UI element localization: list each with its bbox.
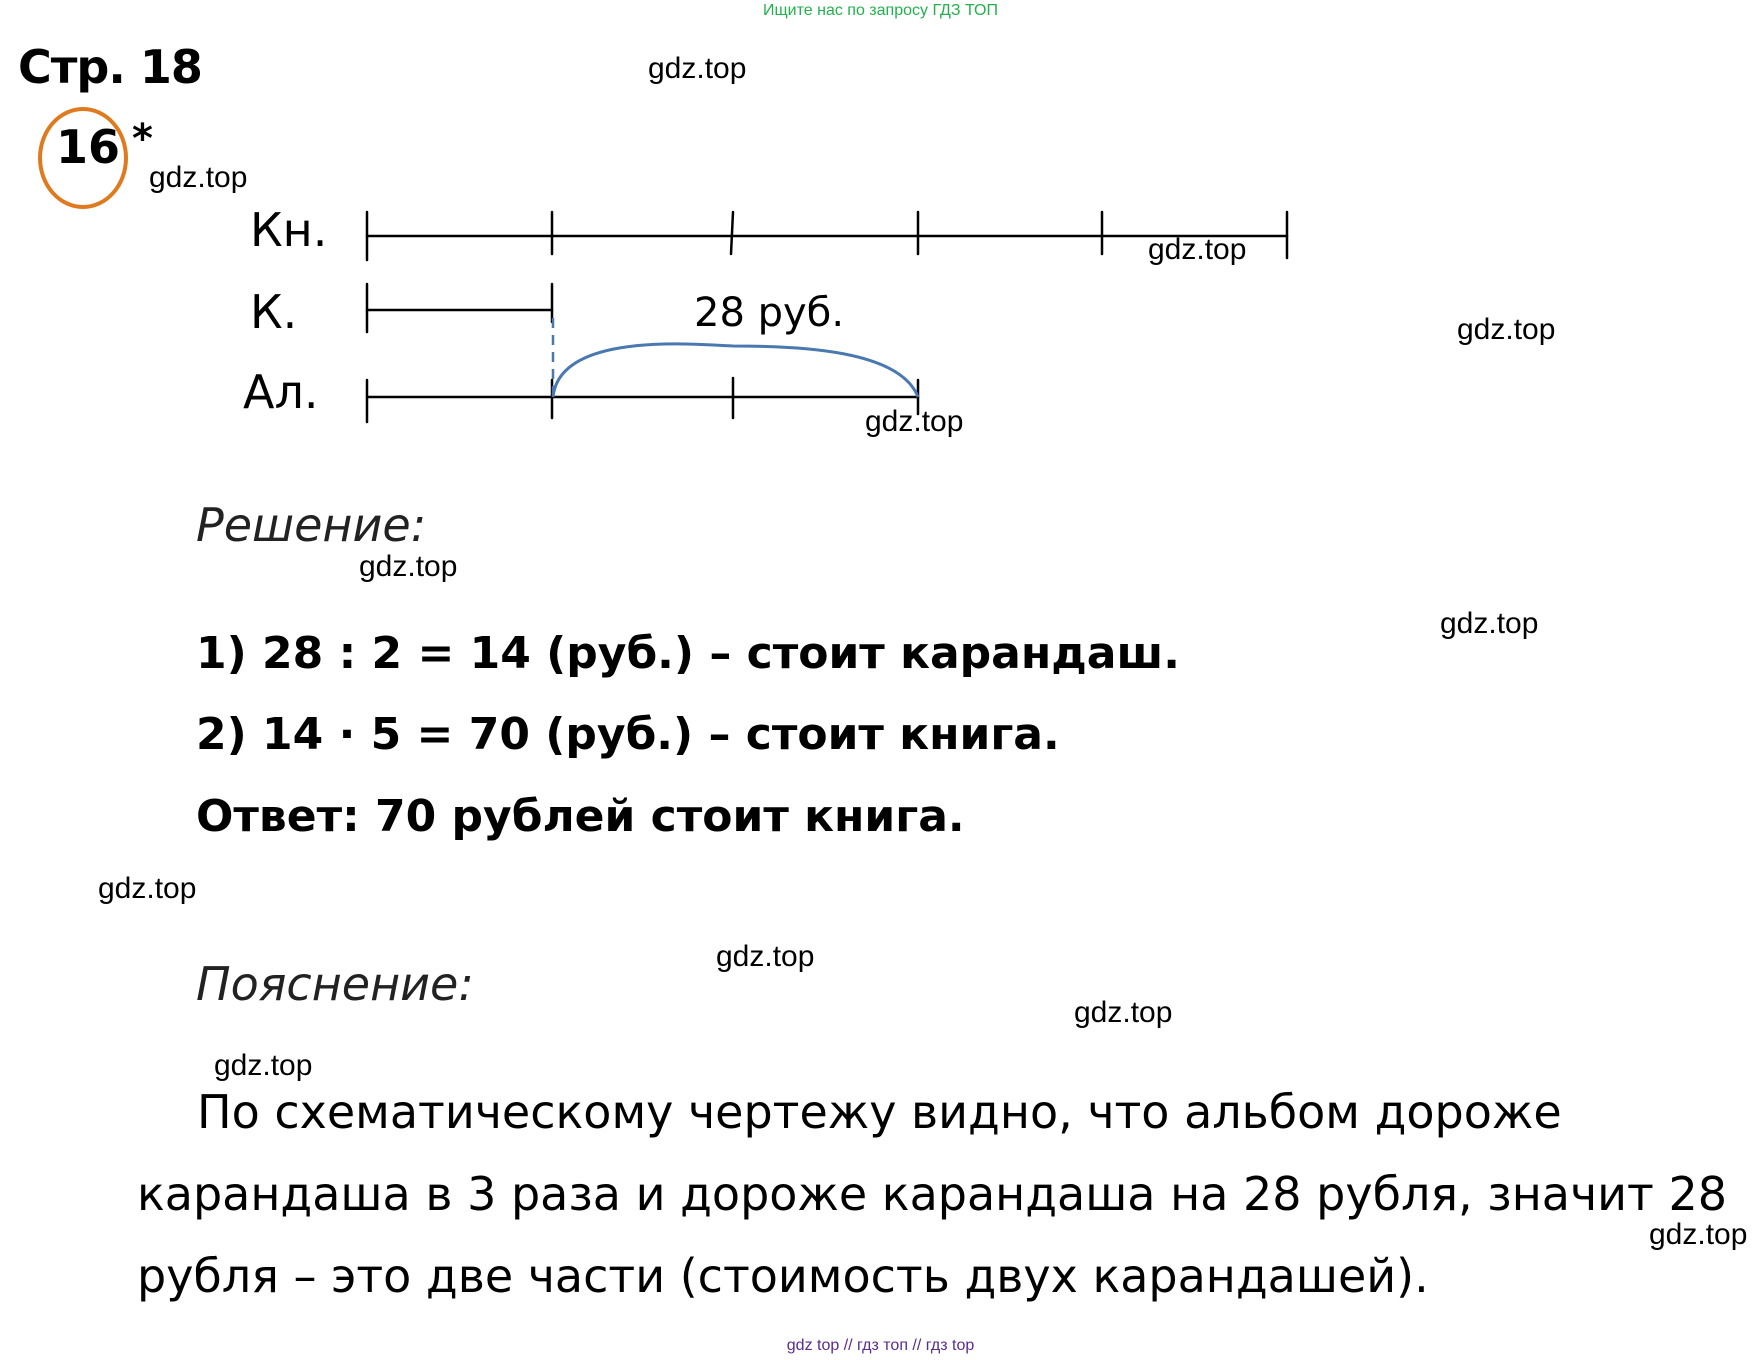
answer-line: Ответ: 70 рублей стоит книга. <box>196 791 965 842</box>
task-number: 16 <box>56 120 121 174</box>
book-tick <box>731 212 733 254</box>
watermark: gdz.top <box>716 940 815 973</box>
top-banner: Ищите нас по запросу ГДЗ ТОП <box>763 2 998 19</box>
watermark: gdz.top <box>98 872 197 905</box>
watermark: gdz.top <box>1148 233 1247 266</box>
page-title: Стр. 18 <box>18 40 202 94</box>
explanation-line: рубля – это две части (стоимость двух карандашей). <box>137 1249 1429 1303</box>
pencil-label: К. <box>250 285 298 339</box>
watermark: gdz.top <box>1457 313 1556 346</box>
task-star: * <box>132 116 153 162</box>
watermark: gdz.top <box>1074 996 1173 1029</box>
price-arc <box>553 344 918 397</box>
solution-heading: Решение: <box>196 498 427 552</box>
explanation-line: По схематическому чертежу видно, что альбом дороже <box>197 1085 1562 1139</box>
book-label: Кн. <box>250 203 328 257</box>
explanation-line: карандаша в 3 раза и дороже карандаша на 28 рубля, значит 28 <box>137 1167 1728 1221</box>
price-label: 28 руб. <box>694 290 845 336</box>
footer: gdz top // гдз топ // гдз top <box>786 1337 975 1354</box>
watermark: gdz.top <box>359 550 458 583</box>
album-label: Ал. <box>243 365 319 419</box>
explanation-heading: Пояснение: <box>196 957 474 1011</box>
watermark: gdz.top <box>1649 1218 1748 1251</box>
watermark: gdz.top <box>865 405 964 438</box>
watermark: gdz.top <box>149 161 248 194</box>
solution-step: 1) 28 : 2 = 14 (руб.) – стоит карандаш. <box>196 628 1180 679</box>
watermark: gdz.top <box>214 1049 313 1082</box>
solution-step: 2) 14 · 5 = 70 (руб.) – стоит книга. <box>196 709 1060 760</box>
watermark: gdz.top <box>1440 607 1539 640</box>
watermark: gdz.top <box>648 52 747 85</box>
